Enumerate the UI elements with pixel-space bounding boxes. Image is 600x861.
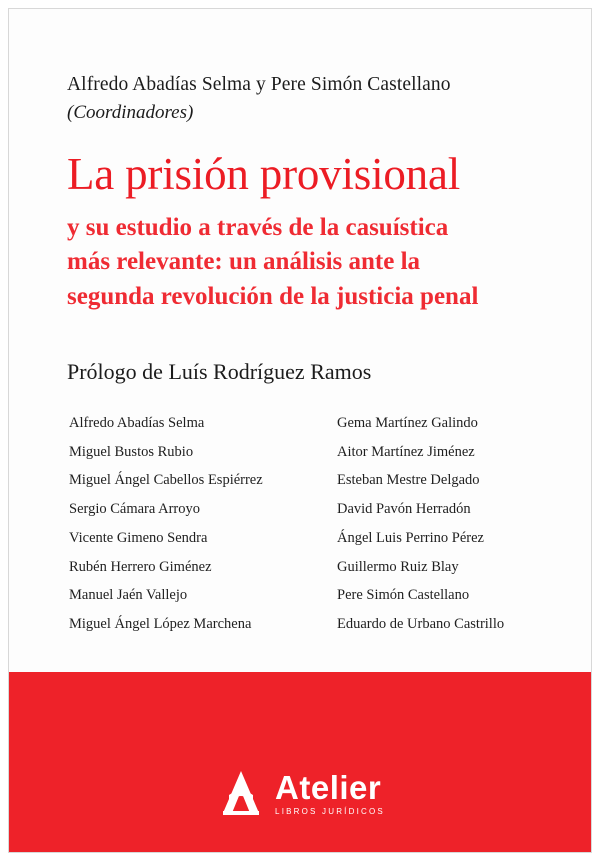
list-item: Esteban Mestre Delgado — [337, 472, 480, 489]
coordinators-label: (Coordinadores) — [67, 102, 194, 123]
list-item: Miguel Ángel López Marchena — [69, 615, 252, 632]
list-item: David Pavón Herradón — [337, 501, 471, 518]
list-item: Guillermo Ruiz Blay — [337, 558, 459, 575]
list-item: Gema Martínez Galindo — [337, 415, 478, 431]
list-item: Eduardo de Urbano Castrillo — [337, 615, 505, 632]
publisher-name: Atelier — [275, 768, 382, 806]
coordinators-names: Alfredo Abadías Selma y Pere Simón Castellano — [67, 74, 451, 95]
cover-content — [9, 9, 591, 852]
publisher-tagline: LIBROS JURÍDICOS — [275, 806, 385, 816]
list-item: Ángel Luis Perrino Pérez — [337, 529, 484, 546]
list-item: Aitor Martínez Jiménez — [337, 443, 475, 460]
list-item: Miguel Bustos Rubio — [69, 443, 194, 460]
list-item: Sergio Cámara Arroyo — [69, 501, 201, 518]
contributors-column-left — [69, 409, 329, 639]
list-item: Rubén Herrero Giménez — [69, 558, 212, 575]
book-title: La prisión provisional — [67, 149, 461, 199]
list-item: Manuel Jaén Vallejo — [69, 587, 188, 604]
list-item: Alfredo Abadías Selma — [69, 415, 205, 431]
publisher-wordmark — [275, 768, 385, 816]
prologue-credit: Prólogo de Luís Rodríguez Ramos — [67, 359, 372, 384]
list-item: Vicente Gimeno Sendra — [69, 529, 208, 546]
contributors-column-right — [337, 409, 587, 639]
publisher-logo — [215, 767, 385, 819]
publisher-logo-area — [9, 767, 591, 839]
list-item: Miguel Ángel Cabellos Espiérrez — [69, 472, 263, 489]
cover-sheet — [8, 8, 592, 853]
list-item: Pere Simón Castellano — [337, 587, 470, 604]
atelier-mark-icon — [215, 767, 267, 819]
book-subtitle: y su estudio a través de la casuística más relevante: un análisis ante la segunda revolución de la justicia penal — [67, 214, 479, 310]
